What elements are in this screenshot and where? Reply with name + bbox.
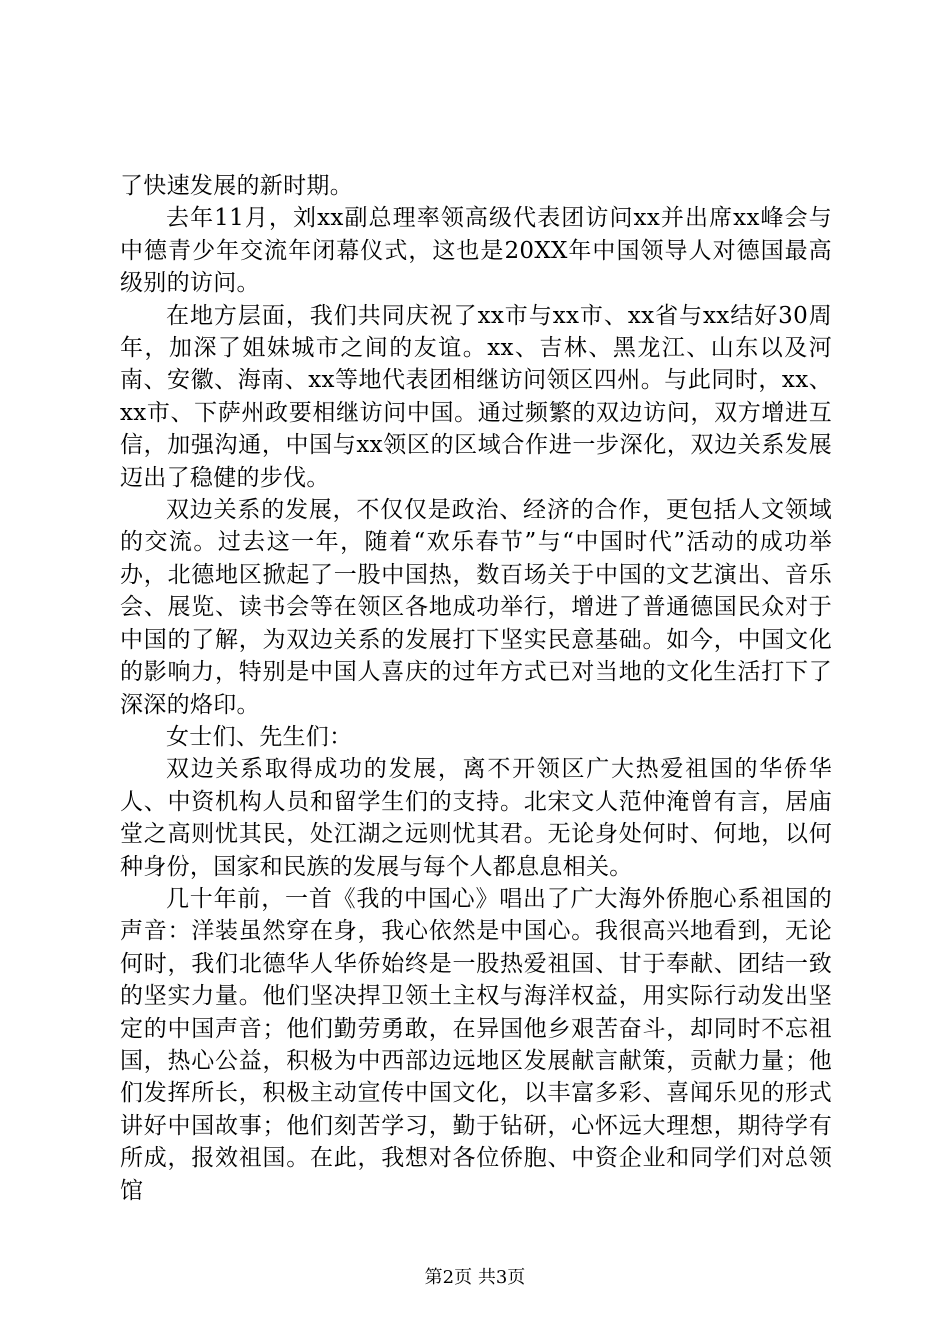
paragraph-continuation: 了快速发展的新时期。 <box>120 173 353 199</box>
document-body <box>120 170 832 1207</box>
paragraph-overseas-support: 双边关系取得成功的发展，离不开领区广大热爱祖国的华侨华人、中资机构人员和留学生们的支持。北宋文人范仲淹曾有言，居庙堂之高则忧其民，处江湖之远则忧其君。无论身处何时、何地，以何种身份，国家和民族的发展与每个人都息息相关。 <box>120 756 832 880</box>
paragraph-cultural-exchanges: 双边关系的发展，不仅仅是政治、经济的合作，更包括人文领域的交流。过去这一年，随着“欢乐春节”与“中国时代”活动的成功举办，北德地区掀起了一股中国热，数百场关于中国的文艺演出、音乐会、展览、读书会等在领区各地成功举行，增进了普通德国民众对于中国的了解，为双边关系的发展打下坚实民意基础。如今，中国文化的影响力，特别是中国人喜庆的过年方式已对当地的文化生活打下了深深的烙印。 <box>120 497 832 718</box>
paragraph-salutation: 女士们、先生们： <box>166 723 353 750</box>
page-footer: 第2页 共3页 <box>424 1267 526 1288</box>
paragraph-chinese-heart: 几十年前，一首《我的中国心》唱出了广大海外侨胞心系祖国的声音：洋装虽然穿在身，我心依然是中国心。我很高兴地看到，无论何时，我们北德华人华侨始终是一股热爱祖国、甘于奉献、团结一致的坚实力量。他们坚决捍卫领土主权与海洋权益，用实际行动发出坚定的中国声音；他们勤劳勇敢，在异国他乡艰苦奋斗，却同时不忘祖国，热心公益，积极为中西部边远地区发展献言献策，贡献力量；他们发挥所长，积极主动宣传中国文化，以丰富多彩、喜闻乐见的形式讲好中国故事；他们刻苦学习，勤于钻研，心怀远大理想，期待学有所成，报效祖国。在此，我想对各位侨胞、中资企业和同学们对总领馆 <box>120 885 832 1204</box>
paragraph-premier-visit: 去年11月，刘xx副总理率领高级代表团访问xx并出席xx峰会与中德青少年交流年闭幕仪式，这也是20XX年中国领导人对德国最高级别的访问。 <box>120 205 832 297</box>
paragraph-local-exchanges: 在地方层面，我们共同庆祝了xx市与xx市、xx省与xx结好30周年，加深了姐妹城市之间的友谊。xx、吉林、黑龙江、山东以及河南、安徽、海南、xx等地代表团相继访问领区四州。与此同时，xx、xx市、下萨州政要相继访问中国。通过频繁的双边访问，双方增进互信，加强沟通，中国与xx领区的区域合作进一步深化，双边关系发展迈出了稳健的步伐。 <box>120 302 832 491</box>
